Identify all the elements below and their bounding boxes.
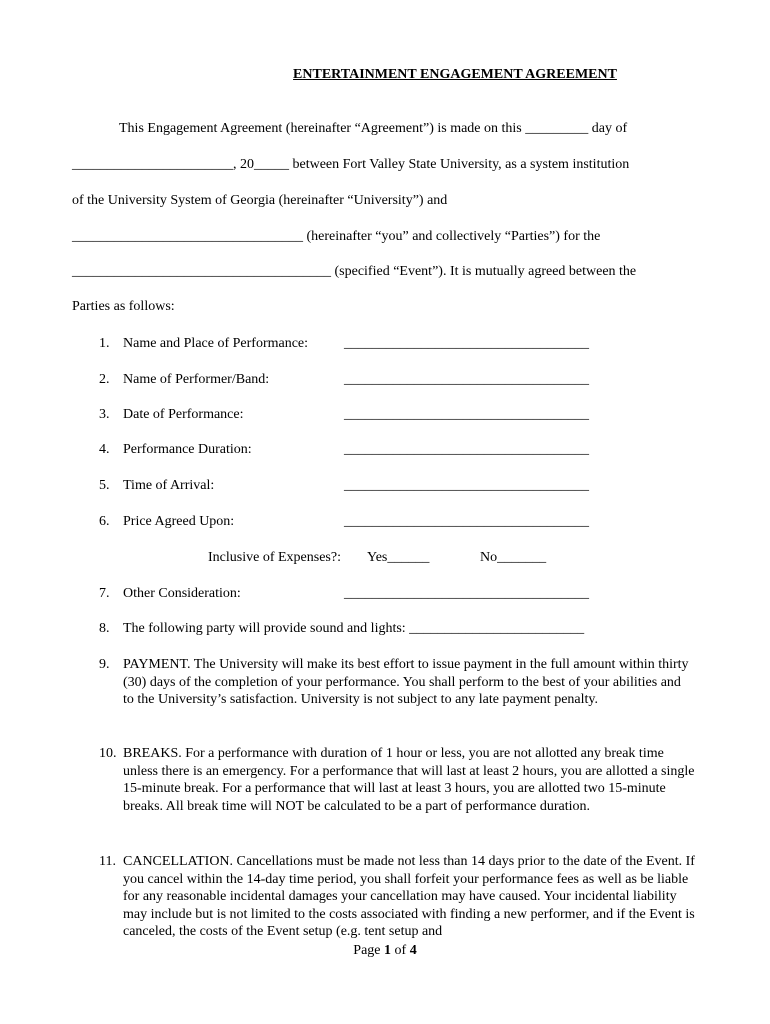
- item-number: 7.: [99, 586, 110, 601]
- intro-line-1: This Engagement Agreement (hereinafter “Agreement”) is made on this _________ day of: [119, 121, 628, 136]
- item-label: Price Agreed Upon:: [123, 514, 235, 529]
- item-label: Date of Performance:: [123, 407, 244, 422]
- item-label: Name of Performer/Band:: [123, 372, 270, 387]
- item-number: 1.: [99, 336, 110, 351]
- sound-lights-text[interactable]: The following party will provide sound and lights: _________________________: [123, 621, 585, 636]
- item-number: 3.: [99, 407, 110, 422]
- expenses-no-field[interactable]: No_______: [480, 550, 547, 565]
- page-total: 4: [409, 943, 417, 958]
- duration-field[interactable]: ___________________________________: [344, 442, 589, 457]
- document-title: ENTERTAINMENT ENGAGEMENT AGREEMENT: [293, 67, 617, 82]
- item-number: 11.: [99, 854, 116, 869]
- expenses-yes-field[interactable]: Yes______: [367, 550, 430, 565]
- page-number: [0, 942, 770, 960]
- payment-clause: PAYMENT. The University will make its best effort to issue payment in the full amount within thirty (30) days of the completion of your performance. You shall perform to the best of your abilities and to the University’s satisfaction. University is not subject to any late payment penalty.: [123, 657, 689, 707]
- intro-line-4: _________________________________ (hereinafter “you” and collectively “Parties”) for the: [72, 229, 601, 244]
- item-10-breaks: [99, 745, 699, 835]
- breaks-clause: BREAKS. For a performance with duration of 1 hour or less, you are not allotted any break time unless there is an emergency. For a performance that will last at least 2 hours, you are allotted a single 15-minute break. For a performance that will last at least 3 hours, you are allotted two 15-minute breaks. All break time will NOT be calculated to be a part of performance duration.: [123, 746, 695, 814]
- price-field[interactable]: ___________________________________: [344, 514, 589, 529]
- item-label: Performance Duration:: [123, 442, 252, 457]
- item-number: 8.: [99, 621, 110, 636]
- item-9-payment: [99, 656, 699, 728]
- intro-line-6: Parties as follows:: [72, 299, 175, 314]
- date-field[interactable]: ___________________________________: [344, 407, 589, 422]
- performer-field[interactable]: ___________________________________: [344, 372, 589, 387]
- expenses-label: Inclusive of Expenses?:: [208, 550, 341, 565]
- item-number: 4.: [99, 442, 110, 457]
- item-number: 5.: [99, 478, 110, 493]
- item-number: 2.: [99, 372, 110, 387]
- page-current: 1: [384, 943, 392, 958]
- item-number: 6.: [99, 514, 110, 529]
- item-number: 10.: [99, 746, 117, 761]
- other-consideration-field[interactable]: ___________________________________: [344, 586, 589, 601]
- name-place-field[interactable]: ___________________________________: [344, 336, 589, 351]
- cancellation-clause: CANCELLATION. Cancellations must be made not less than 14 days prior to the date of the Event. If you cancel within the 14-day time period, you shall forfeit your performance fees as well as be liable for any reasonable incidental damages your cancellation may have caused. Your incidental liability may include but is not limited to the costs associated with finding a new performer, and if the Event is canceled, the costs of the Event setup (e.g. tent setup and: [123, 854, 695, 939]
- page-word: Page: [353, 943, 381, 958]
- item-number: 9.: [99, 657, 110, 672]
- intro-line-3: of the University System of Georgia (hereinafter “University”) and: [72, 193, 448, 208]
- of-word: of: [394, 943, 407, 958]
- intro-line-5: _____________________________________ (specified “Event”). It is mutually agreed between the: [72, 264, 637, 279]
- arrival-field[interactable]: ___________________________________: [344, 478, 589, 493]
- item-label: Time of Arrival:: [123, 478, 215, 493]
- item-label: Name and Place of Performance:: [123, 336, 309, 351]
- intro-line-2: _______________________, 20_____ between Fort Valley State University, as a system institution: [72, 157, 630, 172]
- item-label: Other Consideration:: [123, 586, 241, 601]
- item-11-cancellation: [99, 853, 699, 941]
